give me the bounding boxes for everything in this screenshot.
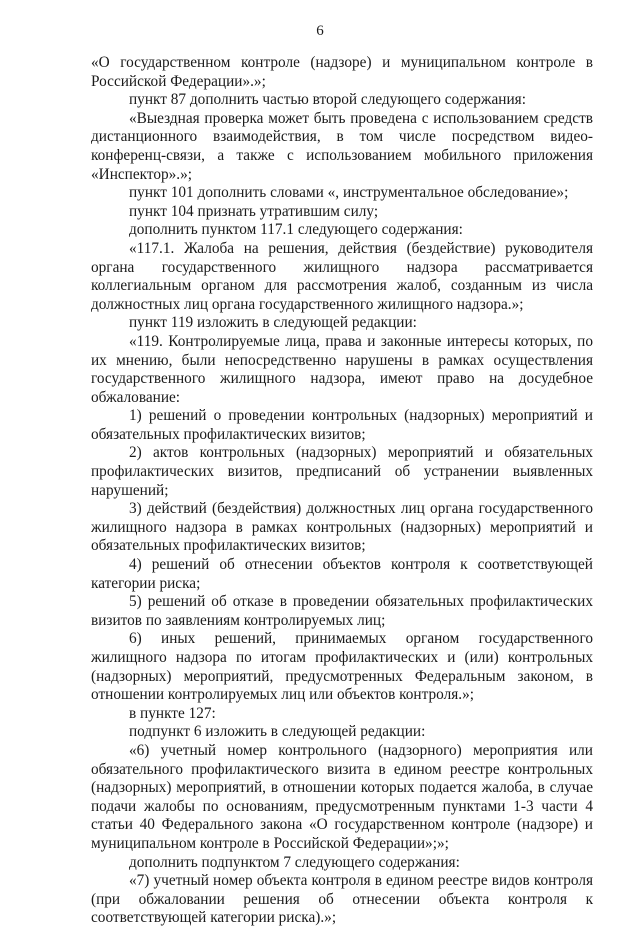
list-item-4: 4) решений об отнесении объектов контроля к соответствующей категории риска; bbox=[91, 556, 593, 592]
paragraph-item-101: пункт 101 дополнить словами «, инструментальное обследование»; bbox=[129, 184, 569, 202]
paragraph-item-87-text: «Выездная проверка может быть проведена с использованием средств дистанционного взаимодействия, в том числе посредством видео-конференц-связи, а также с использованием мобильного приложения «Инспектор».»; bbox=[91, 109, 593, 183]
paragraph-law-title-continuation: «О государственном контроле (надзоре) и муниципальном контроле в Российской Федерации».»; bbox=[91, 54, 593, 90]
paragraph-item-127-intro: в пункте 127: bbox=[129, 704, 216, 722]
list-item-6: 6) иных решений, принимаемых органом государственного жилищного надзора по итогам профилактических и (или) контрольных (надзорных) мероприятий, предусмотренных Федеральным законом, в отношении контролируемых лиц или объектов контроля.»; bbox=[91, 630, 593, 704]
list-item-5: 5) решений об отказе в проведении обязательных профилактических визитов по заявлениям контролируемых лиц; bbox=[91, 593, 593, 629]
paragraph-subitem-7-text: «7) учетный номер объекта контроля в едином реестре видов контроля (при обжаловании решения об отнесении объекта контроля к соответствующей категории риска).»; bbox=[91, 872, 593, 927]
paragraph-item-119-intro: пункт 119 изложить в следующей редакции: bbox=[129, 314, 417, 332]
document-body bbox=[91, 54, 593, 928]
list-item-3: 3) действий (бездействия) должностных лиц органа государственного жилищного надзора в рамках контрольных (надзорных) мероприятий и обязательных профилактических визитов; bbox=[91, 500, 593, 555]
list-item-1: 1) решений о проведении контрольных (надзорных) мероприятий и обязательных профилактических визитов; bbox=[91, 407, 593, 443]
paragraph-subitem-6-intro: подпункт 6 изложить в следующей редакции: bbox=[129, 723, 426, 741]
paragraph-item-104: пункт 104 признать утратившим силу; bbox=[129, 202, 379, 220]
list-item-2: 2) актов контрольных (надзорных) мероприятий и обязательных профилактических визитов, предписаний об устранении выявленных нарушений; bbox=[91, 444, 593, 499]
paragraph-item-119-text: «119. Контролируемые лица, права и законные интересы которых, по их мнению, были непосредственно нарушены в рамках осуществления государственного жилищного надзора, имеют право на досудебное обжалование: bbox=[91, 332, 593, 406]
paragraph-subitem-7-intro: дополнить подпунктом 7 следующего содержания: bbox=[129, 853, 460, 871]
page-number: 6 bbox=[316, 23, 324, 39]
paragraph-item-87: пункт 87 дополнить частью второй следующего содержания: bbox=[129, 91, 526, 109]
paragraph-item-117-1-text: «117.1. Жалоба на решения, действия (бездействие) руководителя органа государственного жилищного надзора рассматривается коллегиальным органом для рассмотрения жалоб, созданным из числа должностных лиц органа государственного жилищного надзора.»; bbox=[91, 239, 593, 313]
paragraph-subitem-6-text: «6) учетный номер контрольного (надзорного) мероприятия или обязательного профилактического визита в едином реестре контрольных (надзорных) мероприятий, в отношении которых подается жалоба, в случае подачи жалобы по основаниям, предусмотренным пунктами 1-3 части 4 статьи 40 Федерального закона «О государственном контроле (надзоре) и муниципальном контроле в Российской Федерации»;»; bbox=[91, 741, 593, 852]
paragraph-item-117-1-intro: дополнить пунктом 117.1 следующего содержания: bbox=[129, 221, 463, 239]
